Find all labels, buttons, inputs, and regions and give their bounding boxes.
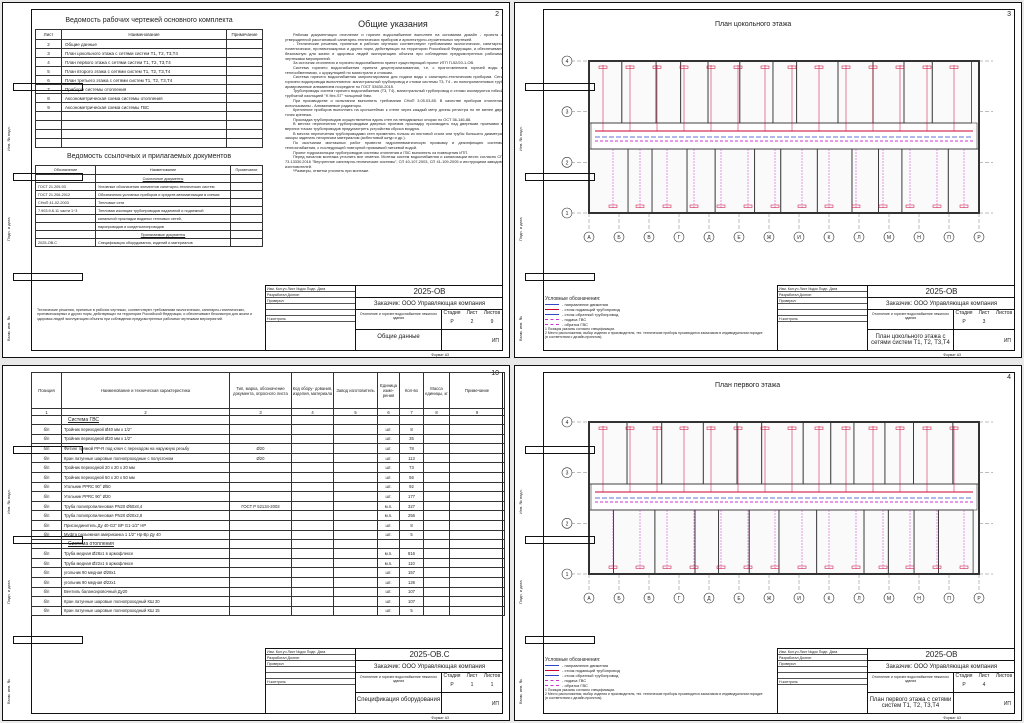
tb-title: План цокольного этажа с сетями систем Т1, Т2, Т3,Т4 [868, 330, 954, 351]
plan-title: План первого этажа [715, 382, 781, 389]
side-label: Взам. инв. № [6, 316, 11, 341]
general-paragraph: По окончании монтажных работ провести гидропневматическую промывку и дезинфекцию системы теплоснабжения, с последующей повторной промывкой питьевой водой. [285, 140, 503, 150]
tb-sign-row: Н.контроль [778, 679, 867, 685]
spec-row: б/п Вентиль балансировочный Ду20 шт. 107 [32, 587, 505, 597]
spec-row: б/п угольник 90 медная Ø22х1 шт. 126 [32, 577, 505, 587]
axis-label: И [797, 235, 801, 241]
side-label: Подп. и дата [6, 580, 11, 604]
general-paragraph: В местах пересечения трубопроводами стен применить гильзы из листовой стали или трубы большего диаметра, зазоры заделать негорючим материалом (асбестовый шнур и др.). [285, 130, 503, 141]
tb-sign-row: Изм. Кол.уч Лист №док Подп. Дата [266, 649, 355, 655]
legend-label: - подача ГВС [562, 678, 587, 683]
axis-label: Е [737, 596, 741, 602]
legend-note: 1 Позиция указаны согласно спецификации. [545, 327, 616, 331]
ref-row: СНиП 41-02-2003 Тепловые сети [36, 199, 263, 207]
spec-row: б/п Труба медная Ø28х1 в армофлексе м.п. 816 [32, 549, 505, 559]
axis-label: А [587, 596, 591, 602]
tb-code: 2025-ОВ [868, 286, 1015, 298]
spec-row: б/п Фитинг прямой PP-R под ключ с переходом на наружную резьбу Ø20 шт. 78 [32, 444, 505, 454]
axis-label: 2 [565, 521, 569, 528]
refs-title: Ведомость ссылочных и прилагаемых документов [66, 153, 232, 160]
spec-row: б/п Кран латунные шаровые полнопроходный КШ 15 шт. 5 [32, 606, 505, 616]
drawing-row: 3 План цокольного этажа с сетями систем Т1, Т2, Т3,Т4 [36, 49, 263, 58]
spec-section: Система ГВС [62, 416, 230, 425]
drawing-row: 2 Общие данные [36, 40, 263, 49]
floor-plan-drawing [559, 404, 999, 624]
sheet-basement-plan [514, 2, 1022, 358]
ref-row: ГОСТ 21.206-2012 Обозначения условных приборов и средств автоматизации в схемах [36, 191, 263, 199]
tb-sign-row: Проверил [778, 661, 867, 667]
spec-row: б/п Труба полипропиленовая PN20 Ø50х8,4 ГОСТ Р 52134-2003 м.п. 327 [32, 501, 505, 511]
tb-company: Заказчик: ООО Управляющая компания [868, 298, 1015, 310]
axis-label: Г [677, 596, 681, 602]
format-label: Формат А3 [431, 353, 449, 357]
tb-sign-row: Разработал Долгин [266, 292, 355, 298]
general-paragraph: Крепление приборов выполнить на кронштейнах к стене через каждый метр длины регистра но не менее двух точек крепежа. [285, 107, 503, 117]
side-label: Подп. и дата [518, 217, 523, 241]
side-label: Взам. инв. № [6, 679, 11, 704]
legend-line-icon [545, 665, 559, 666]
drawing-row: 6 План третьего этажа с сетями систем Т1, Т2, Т3,Т4 [36, 76, 263, 85]
axis-label: Р [977, 596, 981, 602]
title-block [777, 648, 1015, 714]
ref-row: паропроводов и конденсатопроводов [36, 223, 263, 231]
axis-label: Е [737, 235, 741, 241]
drawing-row: 7 Приборы системы отопления [36, 85, 263, 94]
spec-row: б/п Тройник переходной Ø20 мм x 1/2" шт. 35 [32, 434, 505, 444]
legend-line-icon [545, 675, 559, 676]
tb-sign-row: Н.контроль [266, 316, 355, 322]
spec-colnum-row: 1 2 3 4 5 6 7 8 9 [32, 409, 505, 416]
axis-label: В [647, 596, 651, 602]
drawing-row: 5 План второго этажа с сетями систем Т1, Т2, Т3,Т4 [36, 67, 263, 76]
refs-subheading: Ссылочные документы [96, 175, 231, 183]
axis-label: Н [917, 235, 921, 241]
general-paragraph: Рабочая документация отопление и горячее водоснабжение выполнен на основании дизайн - проекта с утвержденной расстановкой санитарно-технических приборов и архитектурно-строительных чертежей. [285, 32, 503, 42]
spec-row: б/п Тройник переходной Ø40 мм x 1/2" шт. 8 [32, 425, 505, 435]
tb-sign-row: Н.контроль [266, 679, 355, 685]
spec-table [31, 372, 505, 616]
legend-note: 2 Место расположения, выбор изделия и производителя, тех. технические приборы производится заказчиком в индивидуальном порядке (в соответствии с дизайн-проектом). [545, 331, 763, 339]
legend-label: - направление движения [562, 663, 609, 668]
corridor [591, 484, 977, 510]
legend-line-icon [545, 670, 559, 671]
tb-logo: ИП [1003, 338, 1011, 344]
tb-signatures [778, 286, 868, 351]
side-label: Инв. № подл. [518, 489, 523, 514]
axis-label: Л [857, 596, 861, 602]
drawings-list-title: Ведомость рабочих чертежей основного комплекта [65, 17, 233, 24]
page-number: 10 [491, 370, 499, 377]
tb-stage: Стадия Лист Листов Р 3 [954, 310, 1015, 330]
general-paragraph: Система горячего водоснабжения запроектирована для подачи воды к санитарно-техническим приборам. Сети горячего водопровода выполняются: магистральный трубопровод и стояки системы Т3, Т4 - из полипропиленовых труб армированные алюминием посредине по ГОСТ 53630-2015. [285, 74, 503, 89]
tb-object: Отопление и горячее водоснабжение нежилого здания [868, 673, 954, 693]
tb-signatures [266, 286, 356, 351]
col-header: Наименование [96, 166, 231, 175]
axis-label: М [886, 235, 892, 241]
axis-label: М [886, 596, 892, 602]
legend-title: Условные обозначения: [545, 296, 601, 302]
legend-line-icon [545, 314, 559, 315]
tb-code: 2025-ОВ [356, 286, 503, 298]
spec-row: б/п Кран латунные шаровые полнопроходный КШ 20 шт. 107 [32, 597, 505, 607]
drawing-row: 9 Аксонометрическая схема системы ГВС [36, 103, 263, 112]
attached-subheading: Прилагаемые документы [96, 231, 231, 239]
general-title: Общие указания [358, 19, 428, 29]
tb-title: Спецификация оборудования [356, 693, 442, 714]
plan-title: План цокольного этажа [715, 21, 792, 28]
tb-logo: ИП [491, 701, 499, 707]
axis-label: Б [617, 235, 621, 241]
axis-label: В [647, 235, 651, 241]
axis-label: И [797, 596, 801, 602]
tb-stage: Стадия Лист Листов Р 2 9 [442, 310, 503, 330]
tb-company: Заказчик: ООО Управляющая компания [356, 298, 503, 310]
legend-line-icon [545, 685, 559, 686]
legend-line-icon [545, 309, 559, 310]
page-number: 3 [1007, 11, 1011, 18]
tb-sign-row: Разработал Долгин [778, 292, 867, 298]
spec-row: б/п Муфта разъемная американка 1 1/2" Нр-Вр Ду 40 шт. 5 [32, 530, 505, 540]
page-number: 4 [1007, 374, 1011, 381]
ref-row: ГОСТ 21.205.93 Условные обозначения элементов санитарно-технических систем [36, 183, 263, 191]
spec-row: б/п угольник 90 медная Ø28х1 шт. 157 [32, 568, 505, 578]
legend-label: - подача ГВС [562, 317, 587, 322]
col-header: Наименование [62, 30, 227, 40]
tb-code: 2025-ОВ [868, 649, 1015, 661]
tb-title: План первого этажа с сетями систем Т1, Т2, Т3,Т4 [868, 693, 954, 714]
side-stamp-strip [5, 454, 29, 714]
general-paragraph: Прокладка трубопроводов осуществляется вдоль стен на неподвижных опорах по ОСТ 36-146-88. [293, 116, 472, 122]
general-paragraph: Система горячего водоснабжения принята децентрализованная, т.е. с приготовлением горячей воды в теплообменниках, с циркуляцией по магистрали и стоякам. [285, 64, 503, 75]
spec-row: б/п Тройник переходной 20 x 20 x 20 мм шт. 73 [32, 463, 505, 473]
spec-row: б/п Труба полипропиленовая PN20 Ø20х2,8 м.п. 256 [32, 511, 505, 521]
side-stamp-strip [517, 454, 541, 714]
axis-label: К [827, 596, 831, 602]
axis-label: 4 [565, 59, 569, 65]
axis-label: А [587, 235, 591, 241]
side-label: Инв. № подл. [6, 489, 11, 514]
tb-sign-row: Проверил [266, 298, 355, 304]
tb-object: Отопление и горячее водоснабжение нежилого здания [356, 310, 442, 330]
col-header: Обозначение [36, 166, 96, 175]
legend-label: - обратка ГВС [562, 322, 588, 327]
general-paragraph: За источник отопления и горячего водоснабжения принят существующий проект ИТП П-52/20-1-ОВ. [293, 60, 475, 66]
tb-logo: ИП [1003, 701, 1011, 707]
legend [545, 297, 765, 339]
spec-header-row: Позиция Наименование и техническая характеристика Тип, марка, обозначение документа, опросного листа Код обору- дования, изделия, материала Завод изготовитель Единица изме- рения Кол-во Масса единицы, кг Примечание [32, 373, 505, 409]
spec-section: Система отопления [62, 540, 230, 549]
legend-label: - стояк обратный трубопровод [562, 673, 619, 678]
axis-label: 4 [565, 420, 569, 426]
legend-note: 1 Позиция указаны согласно спецификации. [545, 688, 616, 692]
legend-note: 2 Место расположения, выбор изделия и производителя, тех. технические приборы производится заказчиком в индивидуальном порядке (в соответствии с дизайн-проектом). [545, 692, 763, 700]
spec-row: б/п Труба медная Ø22х1 в армофлексе м.п. 110 [32, 558, 505, 568]
axis-label: Р [977, 235, 981, 241]
legend [545, 658, 765, 700]
tb-sign-row: Изм. Кол.уч Лист №док Подп. Дата [266, 286, 355, 292]
side-label: Взам. инв. № [518, 679, 523, 704]
title-block [265, 648, 503, 714]
legend-line-icon [545, 324, 559, 325]
spec-row: б/п Угольник PPRC 90° Ø20 шт. 177 [32, 492, 505, 502]
tb-sign-row: Проверил [778, 298, 867, 304]
side-label: Подп. и дата [6, 217, 11, 241]
attached-row: 2025-ОВ.С Спецификация оборудования, изделий и материалов [36, 239, 263, 247]
title-block [777, 285, 1015, 351]
general-paragraph: Проект гидроизоляции трубопроводов системы отопления и ГВС выполнять из помещения ИТП. [293, 149, 469, 155]
side-label: Инв. № подл. [518, 126, 523, 151]
tb-company: Заказчик: ООО Управляющая компания [868, 661, 1015, 673]
side-label: Подп. и дата [518, 580, 523, 604]
general-paragraph: При производстве и испытании выполнить требования СНиП 3.05.03-85. В качестве приборов отопления использованы - Алюминиевые радиаторы. [285, 97, 503, 108]
spec-row: б/п Тройник переходной 50 x 20 x 50 мм шт. 56 [32, 472, 505, 482]
tb-stage: Стадия Лист Листов Р 4 [954, 673, 1015, 693]
tb-sign-row: Изм. Кол.уч Лист №док Подп. Дата [778, 649, 867, 655]
general-paragraph: - Технические решения, принятые в рабочих чертежах соответствуют требованиям экологических, санитарно-гигиенических, противопожарных и других норм, действующих на территории Российской Федерации, и обеспечивают безопасную для жизни и здоровья людей эксплуатацию объекта при соблюдении предусмотренных рабочими чертежами мероприятий. [285, 41, 503, 61]
axis-label: Г [677, 235, 681, 241]
general-paragraph: *Размеры, отметки уточнить при монтаже. [293, 168, 370, 174]
legend-label: - стояк обратный трубопровод [562, 312, 619, 317]
tb-object: Отопление и горячее водоснабжение нежилого здания [356, 673, 442, 693]
corridor [591, 123, 977, 149]
spec-row: б/п Угольник PPRC 90° Ø50 шт. 92 [32, 482, 505, 492]
legend-label: - стояк подающий трубопровод [562, 668, 620, 673]
col-header: Примечание [227, 30, 263, 40]
legend-title: Условные обозначения: [545, 657, 601, 663]
axis-label: Л [857, 235, 861, 241]
tb-code: 2025-ОВ.С [356, 649, 503, 661]
side-stamp-strip [517, 91, 541, 351]
spec-row: б/п Присоединитель Ду 40-G2" ВР G1-1/2" НР шт. 8 [32, 520, 505, 530]
general-paragraph: Трубопроводы систем горячего водоснабжения (Т3, Т4), магистральный трубопровод и стояки изолируются гибкой трубчатой изоляцией "K flex-ST" толщиной 9мм. [285, 88, 503, 99]
title-block [265, 285, 503, 351]
col-header: Примечание [231, 166, 263, 175]
ref-row: 7.903.9-6.11 части 1÷3 Тепловая изоляция трубопроводов надземной и подземной [36, 207, 263, 215]
col-header: Лист [36, 30, 62, 40]
tb-signatures [266, 649, 356, 714]
spec-row: б/п Кран латунные шаровые полнопроходные с полусгоном Ø20 шт. 113 [32, 453, 505, 463]
tb-logo: ИП [491, 338, 499, 344]
axis-label: 3 [565, 109, 569, 116]
axis-label: 3 [565, 470, 569, 477]
page-number: 2 [495, 11, 499, 18]
axis-label: Б [617, 596, 621, 602]
axis-label: П [947, 596, 951, 602]
tb-stage: Стадия Лист Листов Р 1 1 [442, 673, 503, 693]
legend-label: - направление движения [562, 302, 609, 307]
footnote: Технические решения, принятые в рабочих чертежах, соответствуют требованиям экологических, санитарно-гигиенических, противопожарных и других норм, действующих на территории Российской Федерации, и обеспечивают безопасную для жизни и здоровья людей эксплуатацию объекта при соблюдении предусмотренных рабочими чертежами мероприятий. [37, 308, 252, 321]
axis-label: Ж [766, 235, 772, 241]
tb-sign-row: Изм. Кол.уч Лист №док Подп. Дата [778, 286, 867, 292]
format-label: Формат А3 [943, 716, 961, 720]
legend-line-icon [545, 319, 559, 320]
sheet-specification [2, 365, 510, 721]
general-text [285, 33, 503, 174]
tb-sign-row: Разработал Долгин [266, 655, 355, 661]
drawing-row: 8 Аксонометрическая схема системы отопления [36, 94, 263, 103]
general-paragraph: Перед началом монтажа уточнить все отметки. Монтаж систем водоснабжения и канализации вести согласно СП 73.13330.2016 "Внутренние санитарно-технические системы", СП 40-107-2003, СП 41-109-2005 и инструкциям заводов-изготовителей. [285, 154, 503, 169]
axis-label: Д [707, 596, 711, 602]
legend-line-icon [545, 680, 559, 681]
tb-title: Общие данные [356, 330, 442, 351]
sheet-general-data [2, 2, 510, 358]
axis-label: 1 [565, 572, 569, 578]
drawing-row: 4 План первого этажа с сетями систем Т1, Т2, Т3,Т4 [36, 58, 263, 67]
axis-label: Ж [766, 596, 772, 602]
tb-object: Отопление и горячее водоснабжение нежилого здания [868, 310, 954, 330]
axis-label: 1 [565, 211, 569, 217]
side-label: Взам. инв. № [518, 316, 523, 341]
legend-label: - стояк подающий трубопровод [562, 307, 620, 312]
legend-line-icon [545, 304, 559, 305]
side-stamp-strip [5, 91, 29, 351]
axis-label: 2 [565, 160, 569, 167]
legend-label: - обратка ГВС [562, 683, 588, 688]
sheet-first-floor-plan [514, 365, 1022, 721]
tb-company: Заказчик: ООО Управляющая компания [356, 661, 503, 673]
ref-row: канальной прокладки водяных тепловых сетей, [36, 215, 263, 223]
axis-label: К [827, 235, 831, 241]
axis-label: Н [917, 596, 921, 602]
format-label: Формат А3 [431, 716, 449, 720]
tb-sign-row: Разработал Долгин [778, 655, 867, 661]
floor-plan-drawing [559, 43, 999, 263]
side-label: Инв. № подл. [6, 126, 11, 151]
general-paragraph: В местах пересечения трубопроводами дверных проемов прокладку производить над дверными проемами в верхних точках трубопроводов предусмотреть устройства сброса воздуха. [285, 121, 503, 132]
tb-signatures [778, 649, 868, 714]
axis-label: Д [707, 235, 711, 241]
format-label: Формат А3 [943, 353, 961, 357]
tb-sign-row: Н.контроль [778, 316, 867, 322]
tb-sign-row: Проверил [266, 661, 355, 667]
axis-label: П [947, 235, 951, 241]
